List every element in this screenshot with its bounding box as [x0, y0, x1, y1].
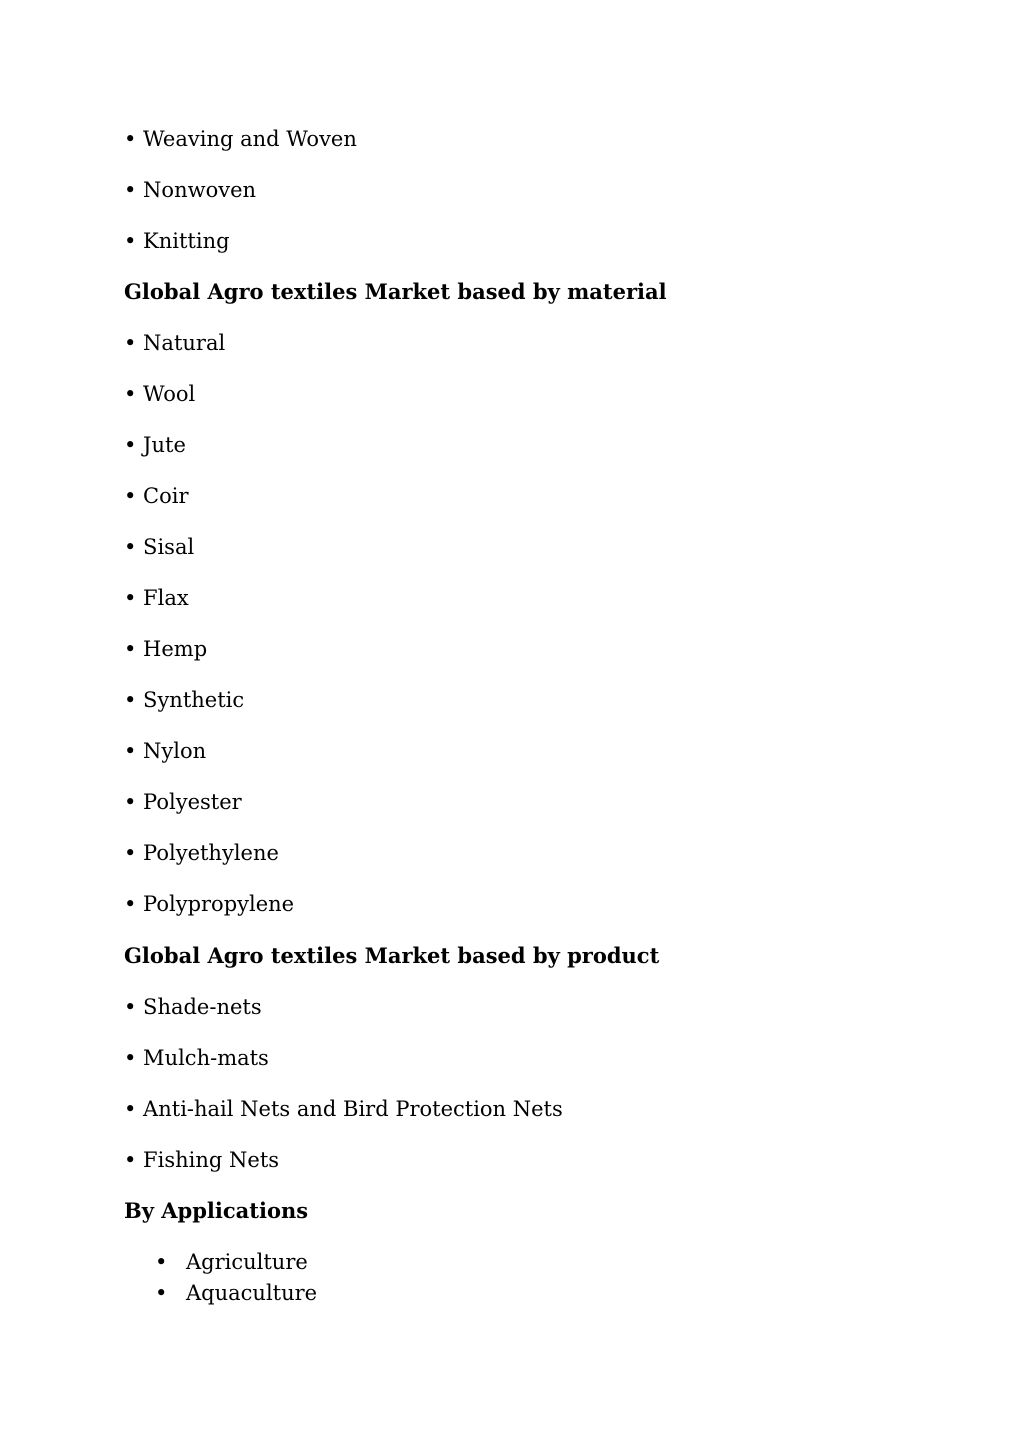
material-item-polyethylene: • Polyethylene	[124, 841, 279, 865]
applications-item-aquaculture	[155, 1280, 317, 1306]
material-item-coir: • Coir	[124, 484, 189, 508]
material-item-polyester: • Polyester	[124, 790, 242, 814]
product-item-shade-nets: • Shade-nets	[124, 995, 262, 1019]
material-item-flax: • Flax	[124, 586, 189, 610]
product-item-mulch-mats: • Mulch-mats	[124, 1046, 269, 1070]
applications-item-label: Aquaculture	[186, 1281, 318, 1305]
product-item-anti-hail-nets: • Anti-hail Nets and Bird Protection Nets	[124, 1097, 563, 1121]
material-item-polypropylene: • Polypropylene	[124, 892, 295, 916]
material-item-hemp: • Hemp	[124, 637, 208, 661]
applications-heading: By Applications	[124, 1198, 309, 1223]
material-heading: Global Agro textiles Market based by material	[124, 279, 667, 304]
bullet-glyph: •	[155, 1281, 168, 1305]
material-item-synthetic: • Synthetic	[124, 688, 245, 712]
technique-item-nonwoven: • Nonwoven	[124, 178, 257, 202]
material-item-jute: • Jute	[124, 433, 186, 457]
material-item-nylon: • Nylon	[124, 739, 207, 763]
material-item-natural: • Natural	[124, 331, 226, 355]
applications-item-agriculture	[155, 1249, 308, 1275]
technique-item-weaving: • Weaving and Woven	[124, 127, 357, 151]
bullet-glyph: •	[155, 1250, 168, 1274]
product-heading: Global Agro textiles Market based by product	[124, 943, 660, 968]
applications-item-label: Agriculture	[186, 1250, 308, 1274]
material-item-wool: • Wool	[124, 382, 196, 406]
product-item-fishing-nets: • Fishing Nets	[124, 1148, 280, 1172]
technique-item-knitting: • Knitting	[124, 229, 230, 253]
material-item-sisal: • Sisal	[124, 535, 195, 559]
